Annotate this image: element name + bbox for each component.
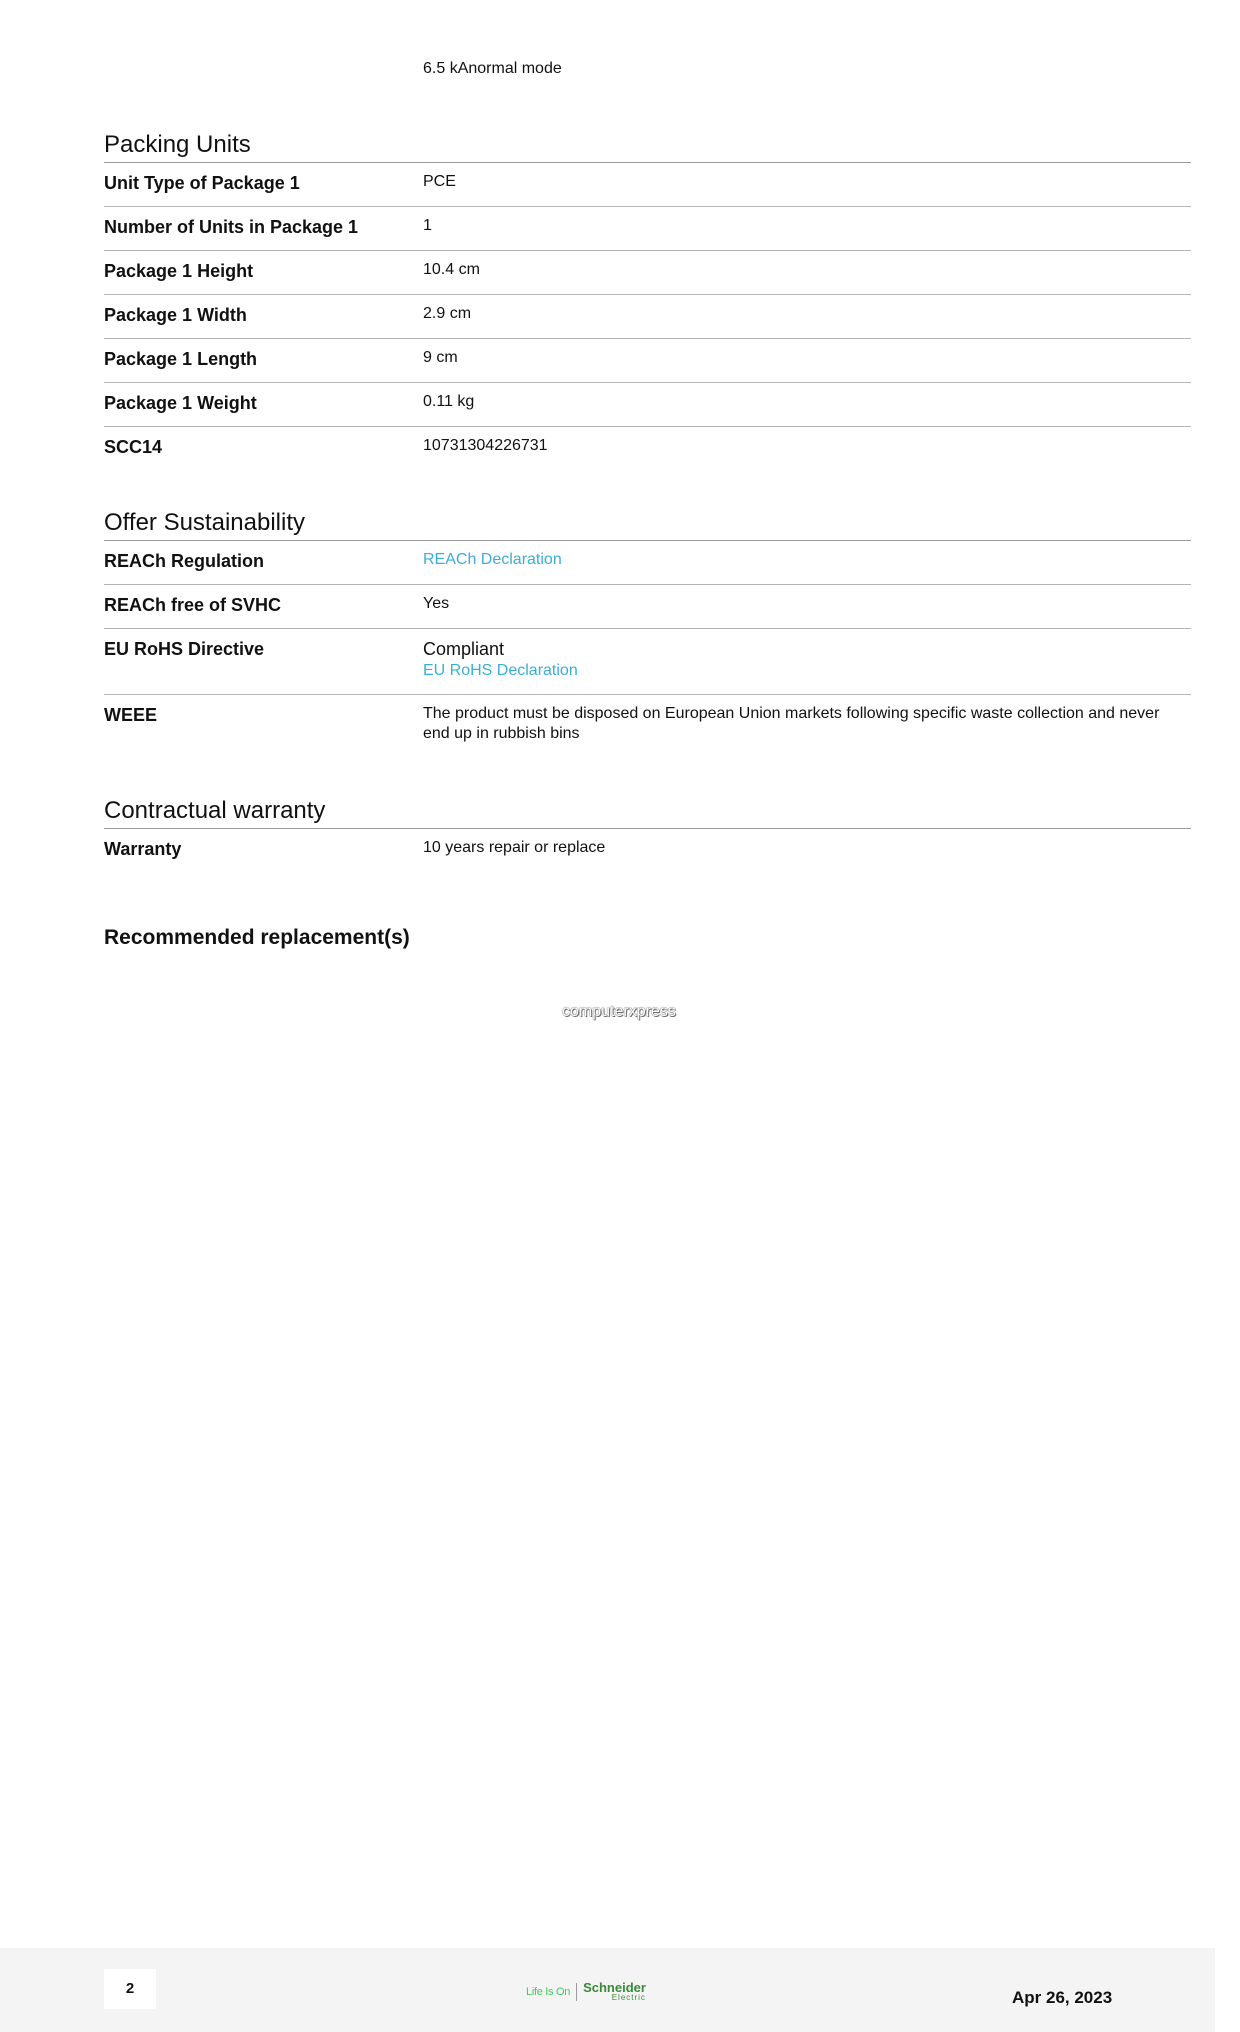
logo-sub: Electric	[611, 1993, 646, 2002]
row-value: PCE	[423, 173, 456, 190]
row-value: 9 cm	[423, 349, 458, 366]
table-row	[104, 695, 1191, 755]
previous-row-value: 6.5 kAnormal mode	[423, 60, 562, 77]
section-title: Contractual warranty	[104, 796, 1191, 829]
contractual-warranty-section	[104, 796, 1191, 873]
logo-divider	[576, 1983, 577, 2001]
table-row	[104, 383, 1191, 427]
row-label: EU RoHS Directive	[104, 639, 265, 659]
row-label: WEEE	[104, 705, 158, 725]
row-label: Warranty	[104, 839, 182, 859]
table-row	[104, 585, 1191, 629]
table-row	[104, 251, 1191, 295]
row-label: REACh free of SVHC	[104, 595, 282, 615]
document-date: Apr 26, 2023	[1012, 1988, 1113, 2007]
offer-sustainability-section	[104, 508, 1191, 755]
section-title: Offer Sustainability	[104, 508, 1191, 541]
watermark: computerxpress	[562, 1003, 676, 1020]
logo-tagline: Life Is On	[526, 1986, 571, 1998]
table-row	[104, 629, 1191, 695]
row-label: REACh Regulation	[104, 551, 264, 571]
row-label: Package 1 Width	[104, 305, 247, 325]
compliance-status: Compliant	[423, 639, 505, 659]
eu-rohs-declaration-link[interactable]: EU RoHS Declaration	[423, 662, 578, 679]
logo-wordmark	[583, 1982, 646, 2002]
row-value: 0.11 kg	[423, 393, 475, 410]
page-footer	[0, 1948, 1215, 2032]
row-value: 10.4 cm	[423, 261, 480, 278]
row-label: SCC14	[104, 437, 163, 457]
row-value: 2.9 cm	[423, 305, 472, 322]
table-row	[104, 163, 1191, 207]
table-row	[104, 829, 1191, 873]
row-label: Package 1 Height	[104, 261, 254, 281]
row-value: 1	[423, 217, 432, 234]
row-label: Number of Units in Package 1	[104, 217, 359, 237]
table-row	[104, 541, 1191, 585]
packing-units-section	[104, 130, 1191, 471]
row-label: Package 1 Length	[104, 349, 258, 369]
row-value: 10731304226731	[423, 437, 548, 454]
logo-brand: Schneider	[583, 1980, 646, 1995]
row-label: Package 1 Weight	[104, 393, 257, 413]
section-title: Packing Units	[104, 130, 1191, 163]
row-value: The product must be disposed on European Union markets following specific waste collection and never end up in rubbish bins	[423, 705, 1160, 742]
page-number: 2	[104, 1969, 156, 2009]
row-label: Unit Type of Package 1	[104, 173, 300, 193]
table-row	[104, 295, 1191, 339]
table-row	[104, 339, 1191, 383]
recommended-replacements-heading: Recommended replacement(s)	[104, 926, 410, 949]
table-row	[104, 427, 1191, 471]
schneider-electric-logo	[526, 1982, 646, 2002]
table-row	[104, 207, 1191, 251]
row-value	[423, 638, 578, 694]
row-value: Yes	[423, 595, 450, 612]
reach-declaration-link[interactable]: REACh Declaration	[423, 551, 562, 568]
row-value: 10 years repair or replace	[423, 839, 606, 856]
